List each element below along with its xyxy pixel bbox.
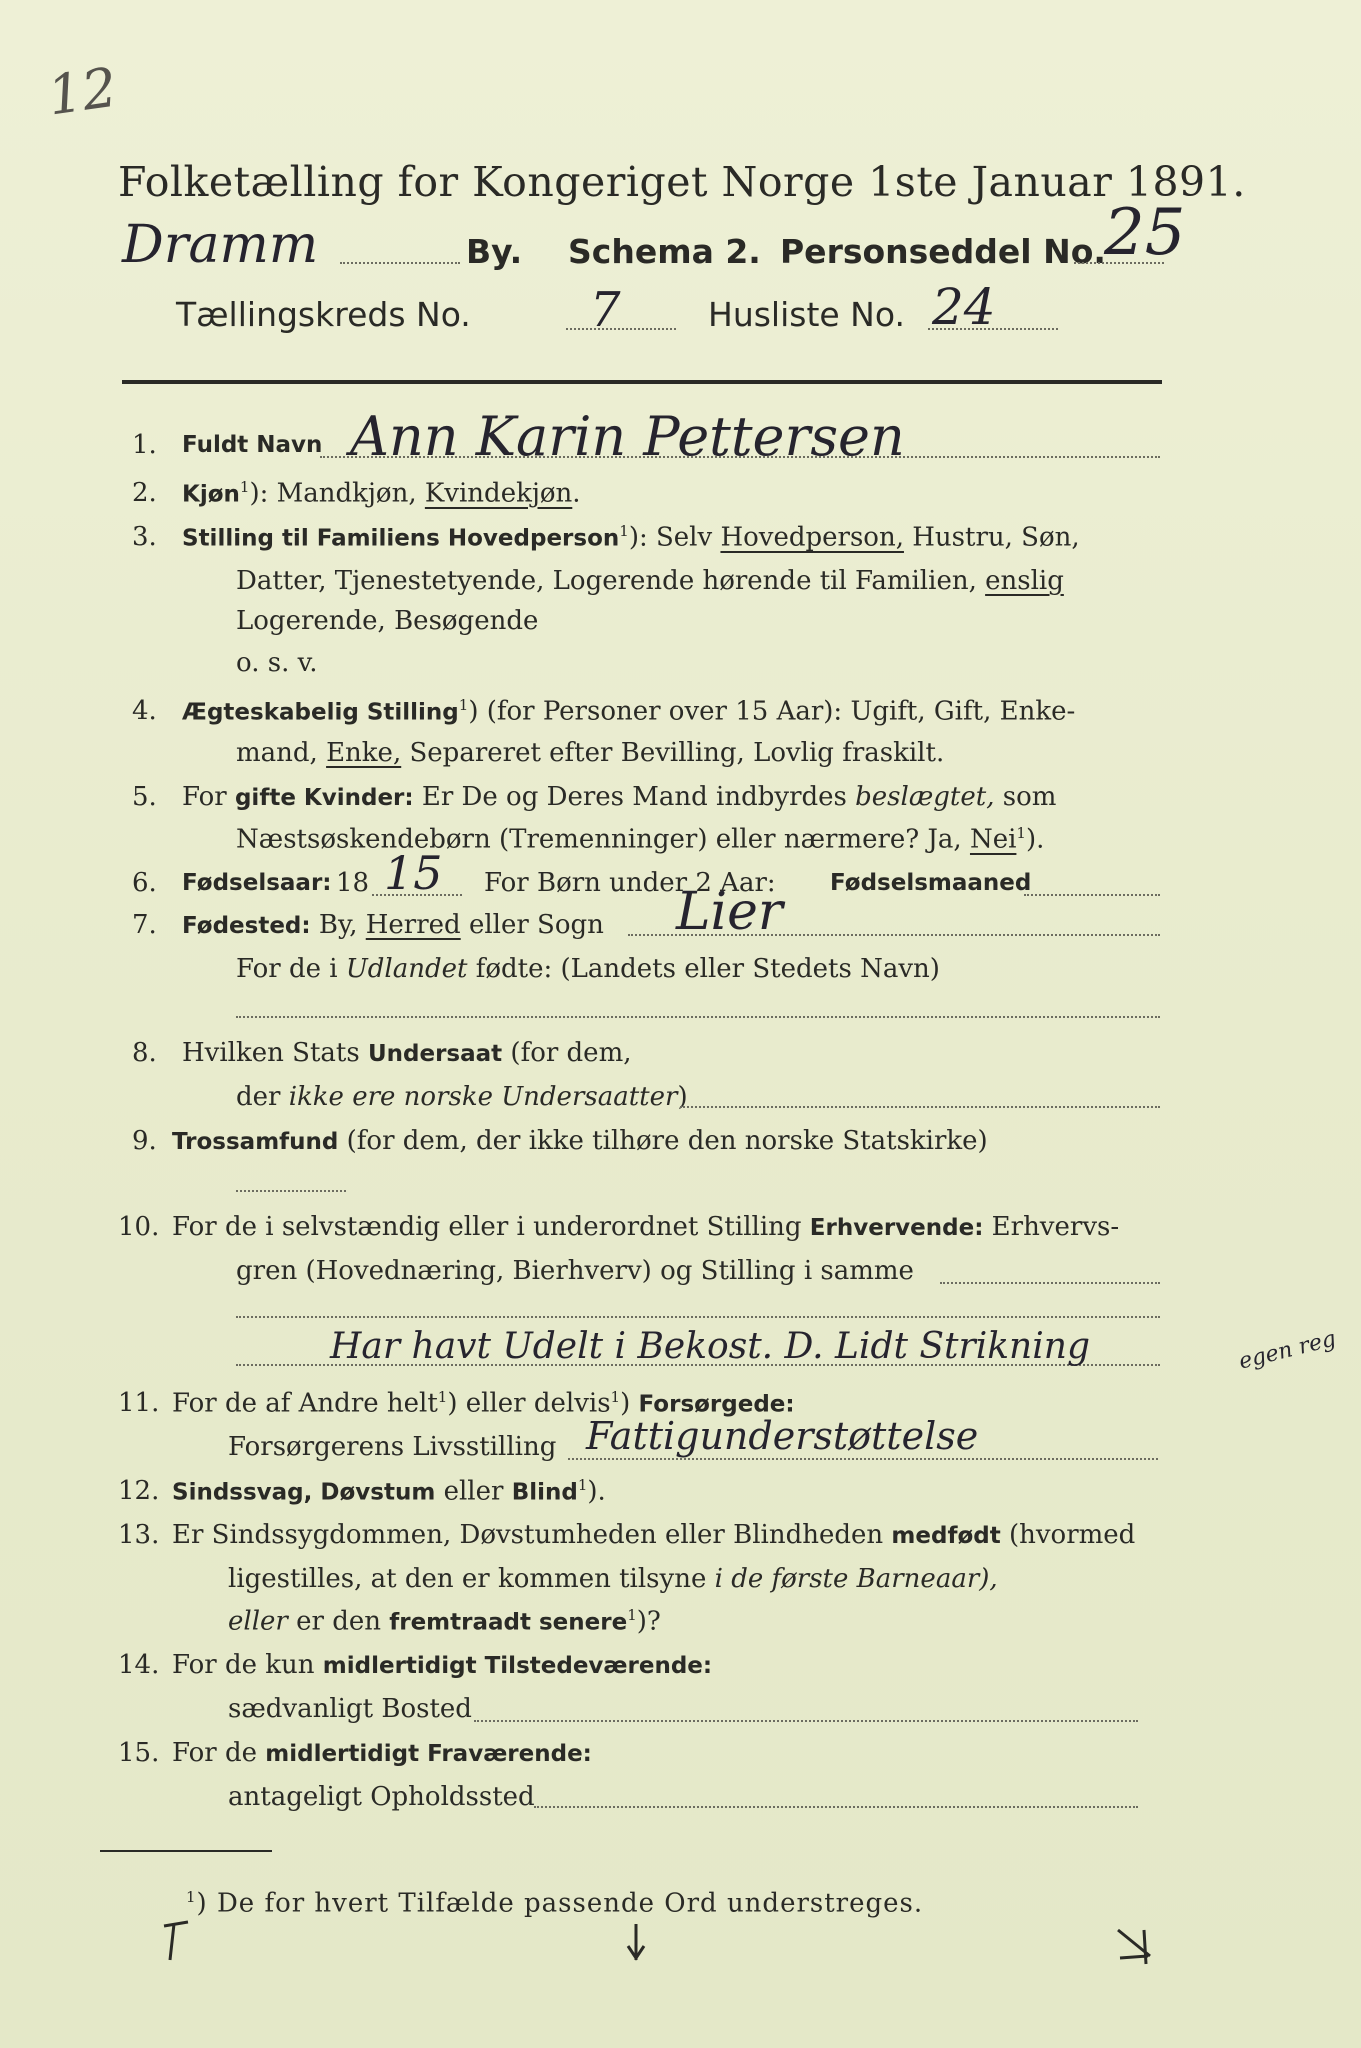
q13-line2 xyxy=(228,1564,998,1594)
q3-line2-a: Datter, Tjenestetyende, Logerende hørende til Familien, xyxy=(236,566,986,596)
corner-mark-center xyxy=(624,1922,648,1962)
q13-line1-c: (hvormed xyxy=(1000,1520,1136,1550)
q1-answer: Ann Karin Pettersen xyxy=(350,405,905,468)
q3-line2 xyxy=(236,566,1064,596)
q12-end: ). xyxy=(587,1476,606,1507)
q5-line1-italic: beslægtet, xyxy=(855,782,995,812)
tellingskreds-dotted-line xyxy=(566,328,676,330)
q11-sup-1: 1 xyxy=(437,1388,448,1406)
q3-option-hovedperson: Hovedperson, xyxy=(720,522,904,553)
q8-dotted-line xyxy=(680,1106,1160,1108)
q13-line2-a: ligestilles, at den er kommen tilsyne xyxy=(228,1564,715,1594)
town-handwritten: Dramm xyxy=(122,215,319,275)
q13-label2: fremtraadt senere xyxy=(389,1609,628,1636)
q8-line1 xyxy=(182,1038,631,1068)
q7-dotted-line-2 xyxy=(236,1016,1160,1018)
q7-label: Fødested: xyxy=(182,913,311,939)
q7-option-herred: Herred xyxy=(365,910,461,940)
q3-line1 xyxy=(182,522,1080,553)
q12-line xyxy=(172,1476,606,1507)
q9-dotted-line xyxy=(236,1190,346,1192)
q5-line1-a: Er De og Deres Mand indbyrdes xyxy=(413,782,856,812)
q5-number: 5. xyxy=(132,782,157,812)
q2-label: Kjøn xyxy=(182,481,240,508)
q8-line2-c: ) xyxy=(677,1082,688,1112)
q5-line2-c: ). xyxy=(1025,824,1045,855)
q4-line1-text: ) (for Personer over 15 Aar): Ugift, Gift, Enke- xyxy=(468,696,1076,727)
q12-label-b: Blind xyxy=(511,1479,578,1506)
q2-sup: 1 xyxy=(239,478,250,496)
corner-mark-right xyxy=(1114,1926,1158,1968)
q13-line3 xyxy=(228,1606,661,1637)
margin-note: 12 xyxy=(43,55,121,128)
q5-option-nei: Nei xyxy=(969,824,1017,855)
q6-label: Fødselsaar: xyxy=(182,870,332,896)
q13-label: medfødt xyxy=(891,1523,1001,1549)
q14-label: midlertidigt Tilstedeværende: xyxy=(322,1653,713,1679)
q12-text: eller xyxy=(435,1476,512,1507)
q3-number: 3. xyxy=(132,522,157,552)
q11-sup-2: 1 xyxy=(610,1388,621,1406)
q11-line2: Forsørgerens Livsstilling xyxy=(228,1432,557,1462)
q10-line1 xyxy=(172,1212,1119,1242)
q5-line2-a: Næstsøskendebørn (Tremenninger) eller nærmere? Ja, xyxy=(236,824,970,855)
q9-number: 9. xyxy=(132,1126,157,1156)
q8-line2-a: der xyxy=(236,1082,289,1112)
q8-line2 xyxy=(236,1082,688,1112)
footnote xyxy=(186,1888,923,1919)
q5-line1 xyxy=(182,782,1056,812)
q4-line1 xyxy=(182,696,1075,727)
q4-label: Ægteskabelig Stilling xyxy=(182,699,459,726)
q8-line1-a: Hvilken Stats xyxy=(182,1038,368,1068)
q8-line1-c: (for dem, xyxy=(502,1038,632,1068)
q6-middle: For Børn under 2 Aar: xyxy=(484,868,776,898)
q12-label-a: Sindssvag, Døvstum xyxy=(172,1479,436,1506)
q15-label: midlertidigt Fraværende: xyxy=(265,1741,592,1767)
q6-year-handwritten: 15 xyxy=(384,846,443,900)
q5-label: gifte Kvinder: xyxy=(234,785,414,811)
q3-line3: Logerende, Besøgende xyxy=(236,606,539,636)
q4-line2 xyxy=(236,738,944,768)
q3-option-enslig: enslig xyxy=(985,566,1064,596)
schema-label: Schema 2. xyxy=(568,232,761,271)
q10-dotted-line-2 xyxy=(236,1316,1160,1318)
q13-line3-c: )? xyxy=(636,1606,661,1637)
q7-line2-a: For de i xyxy=(236,954,346,984)
q4-line2-a: mand, xyxy=(236,738,327,768)
q5-pre: For xyxy=(182,782,235,812)
q13-line2-italic: i de første Barneaar), xyxy=(714,1564,998,1594)
q7-text-a: By, xyxy=(310,910,366,940)
q11-line1-a: For de af Andre helt xyxy=(172,1388,438,1419)
q7-text-c: eller Sogn xyxy=(460,910,604,940)
q12-sup: 1 xyxy=(577,1476,588,1494)
q1-label: Fuldt Navn xyxy=(182,432,323,458)
q13-line1 xyxy=(172,1520,1135,1550)
q3-label: Stilling til Familiens Hovedperson xyxy=(182,525,620,552)
q3-line1-c: Hustru, Søn, xyxy=(903,522,1080,553)
tellingskreds-number: 7 xyxy=(590,282,621,338)
q4-option-enke: Enke, xyxy=(326,738,402,768)
q9-line xyxy=(172,1126,988,1156)
husliste-label: Husliste No. xyxy=(708,295,905,334)
q7-number: 7. xyxy=(132,910,157,940)
corner-mark-left xyxy=(160,1920,194,1964)
footnote-sup: 1 xyxy=(186,1888,197,1906)
q10-line1-a: For de i selvstændig eller i underordnet Stilling xyxy=(172,1212,810,1242)
husliste-number: 24 xyxy=(932,278,996,336)
q12-number: 12. xyxy=(118,1476,160,1506)
q14-dotted-line xyxy=(474,1720,1138,1722)
q5-line2 xyxy=(236,824,1044,855)
q4-sup: 1 xyxy=(458,696,469,714)
q8-line2-italic: ikke ere norske Undersaatter xyxy=(288,1082,678,1112)
q8-number: 8. xyxy=(132,1038,157,1068)
footnote-rule xyxy=(100,1850,272,1852)
q6-number: 6. xyxy=(132,868,157,898)
q10-line1-c: Erhvervs- xyxy=(983,1212,1120,1242)
q15-line2: antageligt Opholdssted xyxy=(228,1782,535,1812)
header-rule xyxy=(122,380,1162,384)
q7-answer: Lier xyxy=(676,882,783,942)
q10-dotted-line-1 xyxy=(940,1282,1160,1284)
q6-month-dotted-line xyxy=(1024,894,1160,896)
q10-line2: gren (Hovednæring, Bierhverv) og Stilling i samme xyxy=(236,1256,914,1286)
q6-year-prefix: 18 xyxy=(336,868,370,898)
q1-number: 1. xyxy=(132,430,157,460)
footnote-text: ) De for hvert Tilfælde passende Ord understreges. xyxy=(196,1888,924,1919)
q2-text-c: . xyxy=(572,478,581,509)
q11-line1-c: ) xyxy=(620,1388,639,1419)
q7-line2-c: fødte: (Landets eller Stedets Navn) xyxy=(467,954,940,984)
q2-line xyxy=(182,478,581,509)
q15-line1 xyxy=(172,1738,592,1768)
q15-number: 15. xyxy=(118,1738,160,1768)
q10-answer-extra: egen reg xyxy=(1236,1326,1339,1375)
q4-number: 4. xyxy=(132,696,157,726)
q13-sup: 1 xyxy=(627,1606,637,1624)
form-title: Folketælling for Kongeriget Norge 1ste Januar 1891. xyxy=(118,158,1246,206)
personseddel-number: 25 xyxy=(1104,196,1186,270)
q14-line1-a: For de kun xyxy=(172,1650,323,1680)
q3-line1-a: ): Selv xyxy=(628,522,721,553)
q11-label: Forsørgede: xyxy=(638,1391,795,1418)
q3-line4: o. s. v. xyxy=(236,648,318,678)
q7-line2 xyxy=(236,954,940,984)
q10-number: 10. xyxy=(118,1212,160,1242)
personseddel-label: Personseddel No. xyxy=(780,232,1106,271)
q13-line3-a: er den xyxy=(287,1606,390,1637)
q13-number: 13. xyxy=(118,1520,160,1550)
q15-dotted-line xyxy=(534,1806,1138,1808)
q4-line2-c: Separeret efter Bevilling, Lovlig fraskilt. xyxy=(401,738,945,768)
q11-line1-b: ) eller delvis xyxy=(447,1388,611,1419)
q2-option-kvindekjon: Kvindekjøn xyxy=(424,478,573,509)
q13-line3-italic: eller xyxy=(228,1606,288,1637)
q6-label2: Fødselsmaaned xyxy=(830,870,1032,896)
q2-number: 2. xyxy=(132,478,157,508)
q15-line1-a: For de xyxy=(172,1738,266,1768)
q13-line1-a: Er Sindssygdommen, Døvstumheden eller Blindheden xyxy=(172,1520,892,1550)
q2-text-a: ): Mandkjøn, xyxy=(249,478,425,509)
q7-line1 xyxy=(182,910,604,940)
q10-answer: Har havt Udelt i Bekost. D. Lidt Strikning xyxy=(330,1326,1090,1367)
tellingskreds-label: Tællingskreds No. xyxy=(176,295,471,334)
q11-dotted-line xyxy=(568,1458,1158,1460)
q9-label: Trossamfund xyxy=(172,1129,339,1155)
q11-number: 11. xyxy=(118,1388,160,1418)
q14-number: 14. xyxy=(118,1650,160,1680)
q10-label: Erhvervende: xyxy=(809,1215,984,1241)
q11-answer: Fattigunderstøttelse xyxy=(586,1414,979,1458)
q5-line1-c: som xyxy=(994,782,1057,812)
town-dotted-line xyxy=(340,262,460,264)
q14-line1 xyxy=(172,1650,712,1680)
q7-line2-italic: Udlandet xyxy=(345,954,468,984)
q5-sup: 1 xyxy=(1016,824,1026,842)
q8-label: Undersaat xyxy=(367,1041,503,1067)
by-label: By. xyxy=(466,232,523,271)
q3-sup: 1 xyxy=(619,522,629,540)
q9-text: (for dem, der ikke tilhøre den norske Statskirke) xyxy=(338,1126,988,1156)
q14-line2: sædvanligt Bosted xyxy=(228,1694,472,1724)
